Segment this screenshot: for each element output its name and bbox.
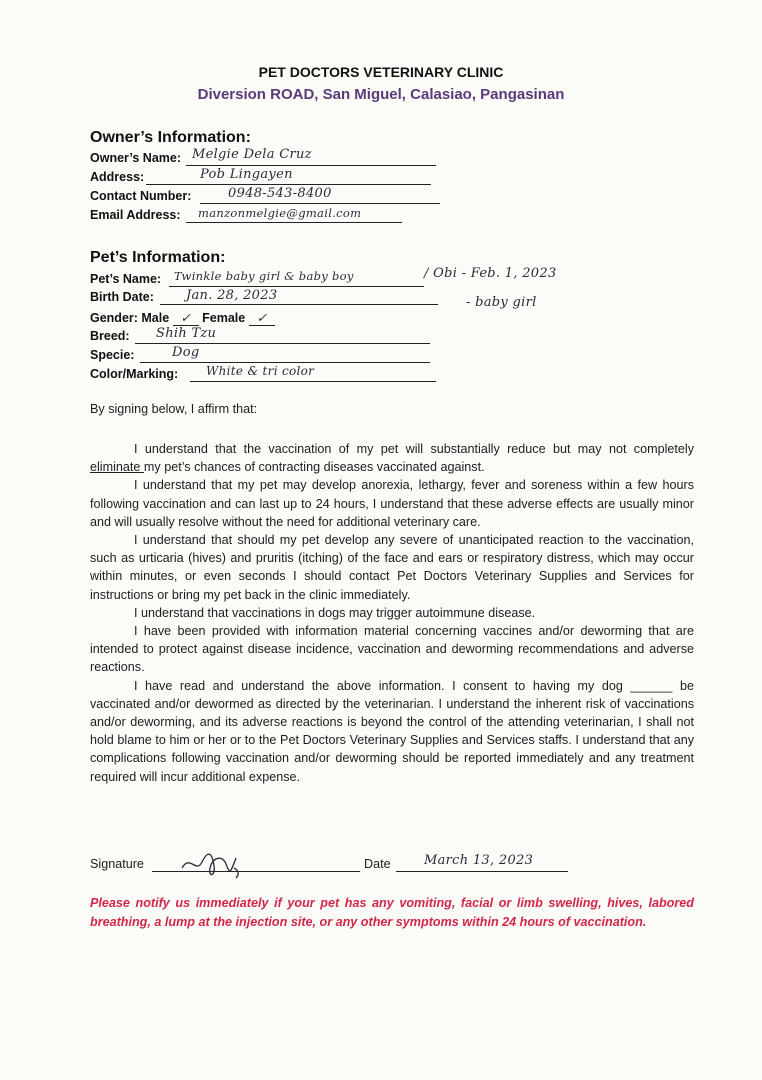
consent-paragraph-1 bbox=[90, 440, 694, 476]
consent-paragraph-4: I understand that vaccinations in dogs may trigger autoimmune disease. bbox=[134, 605, 536, 620]
color-marking-label: Color/Marking: bbox=[90, 367, 179, 381]
specie-line bbox=[140, 362, 430, 363]
email-line bbox=[186, 222, 402, 223]
consent-paragraph-3: I understand that should my pet develop any severe of unanticipated reaction to the vaccination, such as urticaria (hives) and pruritis (itching) of the face and ears or respiratory distress, which may occur within minutes, or even seconds I should contact Pet Doctors Veterinary Supplies and Services for instructions or bring my pet back in the clinic immediately. bbox=[90, 533, 694, 602]
owner-address-line bbox=[146, 184, 431, 185]
gender-row bbox=[90, 310, 275, 326]
signature-label: Signature bbox=[90, 857, 144, 871]
date-label: Date bbox=[364, 857, 391, 871]
owner-name-line bbox=[186, 165, 436, 166]
pet-name-line bbox=[169, 286, 424, 287]
owner-name-value[interactable]: Melgie Dela Cruz bbox=[192, 147, 312, 162]
consent-intro: By signing below, I affirm that: bbox=[90, 402, 258, 416]
female-check-mark: ✓ bbox=[256, 310, 267, 325]
owner-section-title: Owner’s Information: bbox=[90, 129, 251, 146]
gender-male-label: Gender: Male bbox=[90, 311, 170, 325]
gender-female-label: Female bbox=[202, 311, 246, 325]
consent-p1-part-a: I understand that the vaccination of my pet will substantially reduce but may not completely bbox=[134, 442, 694, 456]
contact-number-label: Contact Number: bbox=[90, 189, 192, 203]
pet-name-label: Pet’s Name: bbox=[90, 272, 162, 286]
birth-date-extra: - baby girl bbox=[466, 295, 537, 310]
date-line bbox=[396, 871, 568, 872]
consent-paragraph-6: I have read and understand the above information. I consent to having my dog ______ be vaccinated and/or dewormed as directed by the veterinarian. I understand the inherent risk of vaccinations and/or deworming, and its adverse reactions is beyond the control of the attending veterinarian, I shall not hold blame to him or her or to the Pet Doctors Veterinary Supplies and Services staffs. I understand that any complications following vaccination and/or deworming should be reported immediately and any treatment required will incur additional expense. bbox=[90, 678, 694, 784]
contact-number-line bbox=[200, 203, 440, 204]
signature-mark bbox=[178, 848, 248, 882]
color-marking-value[interactable]: White & tri color bbox=[206, 364, 315, 378]
birth-date-value[interactable]: Jan. 28, 2023 bbox=[186, 288, 278, 303]
warning-notice: Please notify us immediately if your pet has any vomiting, facial or limb swelling, hives, labored breathing, a lump at the injection site, or any other symptoms within 24 hours of vaccination. bbox=[90, 896, 694, 929]
consent-body bbox=[90, 440, 694, 786]
clinic-address: Diversion ROAD, San Miguel, Calasiao, Pangasinan bbox=[197, 86, 565, 103]
breed-label: Breed: bbox=[90, 329, 130, 343]
owner-name-label: Owner’s Name: bbox=[90, 151, 182, 165]
email-label: Email Address: bbox=[90, 208, 181, 222]
owner-address-label: Address: bbox=[90, 170, 145, 184]
owner-address-value[interactable]: Pob Lingayen bbox=[200, 167, 293, 182]
color-marking-line bbox=[190, 381, 436, 382]
pet-name-value[interactable]: Twinkle baby girl & baby boy bbox=[174, 269, 354, 283]
birth-date-label: Birth Date: bbox=[90, 290, 154, 304]
clinic-name: PET DOCTORS VETERINARY CLINIC bbox=[258, 64, 504, 80]
female-checkbox[interactable] bbox=[249, 310, 275, 326]
consent-p1-part-b: my pet’s chances of contracting diseases vaccinated against. bbox=[143, 460, 485, 475]
contact-number-value[interactable]: 0948-543-8400 bbox=[228, 186, 332, 201]
pet-name-extra: / Obi - Feb. 1, 2023 bbox=[424, 266, 557, 281]
pet-section-title: Pet’s Information: bbox=[90, 249, 226, 266]
specie-label: Specie: bbox=[90, 348, 135, 362]
male-check-mark: ✓ bbox=[180, 310, 191, 325]
date-value[interactable]: March 13, 2023 bbox=[424, 853, 534, 868]
breed-line bbox=[135, 343, 430, 344]
specie-value[interactable]: Dog bbox=[172, 345, 200, 360]
email-value[interactable]: manzonmelgie@gmail.com bbox=[198, 206, 362, 220]
male-checkbox[interactable] bbox=[173, 310, 199, 326]
birth-date-line bbox=[160, 304, 438, 305]
consent-paragraph-2: I understand that my pet may develop anorexia, lethargy, fever and soreness within a few hours following vaccination and can last up to 24 hours, I understand that these adverse effects are usually minor and will usually resolve without the need for additional veterinary care. bbox=[90, 478, 694, 529]
consent-paragraph-5: I have been provided with information material concerning vaccines and/or deworming that are intended to protect against disease incidence, vaccination and deworming recommendations and adverse reactions. bbox=[90, 624, 694, 675]
consent-p1-underlined: eliminate bbox=[90, 460, 144, 475]
breed-value[interactable]: Shih Tzu bbox=[156, 326, 217, 341]
